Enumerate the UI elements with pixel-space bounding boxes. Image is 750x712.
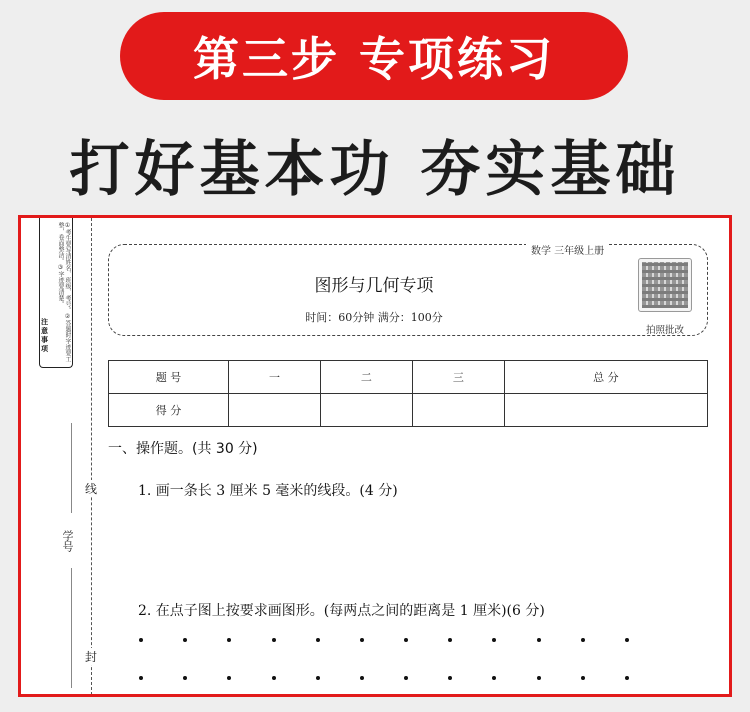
exam-title: 图形与几何专项	[314, 276, 434, 296]
qr-caption: 拍照批改	[645, 325, 684, 336]
grid-dot	[139, 676, 143, 680]
exam-time-score: 时间：60分钟 满分：100分	[305, 311, 443, 324]
grid-dot	[227, 676, 231, 680]
score-cell[interactable]	[320, 394, 412, 427]
name-field-line-top	[71, 423, 72, 513]
grid-dot	[581, 676, 585, 680]
step-banner	[120, 12, 628, 100]
grid-dot	[537, 638, 541, 642]
grid-dot	[404, 676, 408, 680]
notice-title: 注意事项	[41, 318, 48, 353]
grid-dot	[625, 676, 629, 680]
score-cell[interactable]	[229, 394, 321, 427]
seal-label: 封	[84, 650, 97, 664]
grid-dot	[183, 638, 187, 642]
question-2: 2. 在点子图上按要求画图形。(每两点之间的距离是 1 厘米)(6 分)	[138, 603, 545, 619]
grid-dot	[272, 676, 276, 680]
grid-dot	[316, 638, 320, 642]
grid-dot	[183, 676, 187, 680]
cut-line	[91, 218, 92, 697]
name-field-line-bottom	[71, 568, 72, 688]
question-1: 1. 画一条长 3 厘米 5 毫米的线段。(4 分)	[138, 483, 398, 499]
grid-dot	[537, 676, 541, 680]
score-cell[interactable]	[504, 394, 707, 427]
student-id-label: 学号	[61, 530, 74, 552]
grid-dot	[492, 676, 496, 680]
table-header-cell: 二	[320, 361, 412, 394]
exam-sheet	[18, 215, 732, 697]
section-heading: 一、操作题。(共 30 分)	[108, 441, 258, 457]
notice-box	[39, 218, 73, 368]
score-table-header-row	[109, 361, 708, 394]
grid-dot	[448, 638, 452, 642]
grid-dot	[227, 638, 231, 642]
score-cell[interactable]	[412, 394, 504, 427]
exam-header-box	[108, 244, 708, 336]
table-header-cell: 总 分	[504, 361, 707, 394]
grid-dot	[625, 638, 629, 642]
score-table	[108, 360, 708, 427]
grid-dot	[272, 638, 276, 642]
dot-row	[139, 676, 629, 680]
score-table-score-row	[109, 394, 708, 427]
slogan-heading: 打好基本功 夯实基础	[69, 135, 681, 205]
dot-row	[139, 638, 629, 642]
subject-grade-tag: 数学 三年级上册	[526, 242, 609, 257]
grid-dot	[360, 638, 364, 642]
qr-code[interactable]	[638, 258, 692, 312]
grid-dot	[360, 676, 364, 680]
grid-dot	[581, 638, 585, 642]
line-label: 线	[84, 482, 97, 496]
grid-dot	[139, 638, 143, 642]
banner-text: 第三步 专项练习	[192, 32, 555, 86]
table-header-cell: 三	[412, 361, 504, 394]
grid-dot	[316, 676, 320, 680]
table-header-cell: 题 号	[109, 361, 229, 394]
grid-dot	[448, 676, 452, 680]
notice-text: ①考生要写清姓名、班级、考号。②答题时字迹要工整，卷面整洁。③字迹要清楚。	[57, 222, 71, 362]
score-row-label: 得 分	[109, 394, 229, 427]
grid-dot	[404, 638, 408, 642]
grid-dot	[492, 638, 496, 642]
table-header-cell: 一	[229, 361, 321, 394]
